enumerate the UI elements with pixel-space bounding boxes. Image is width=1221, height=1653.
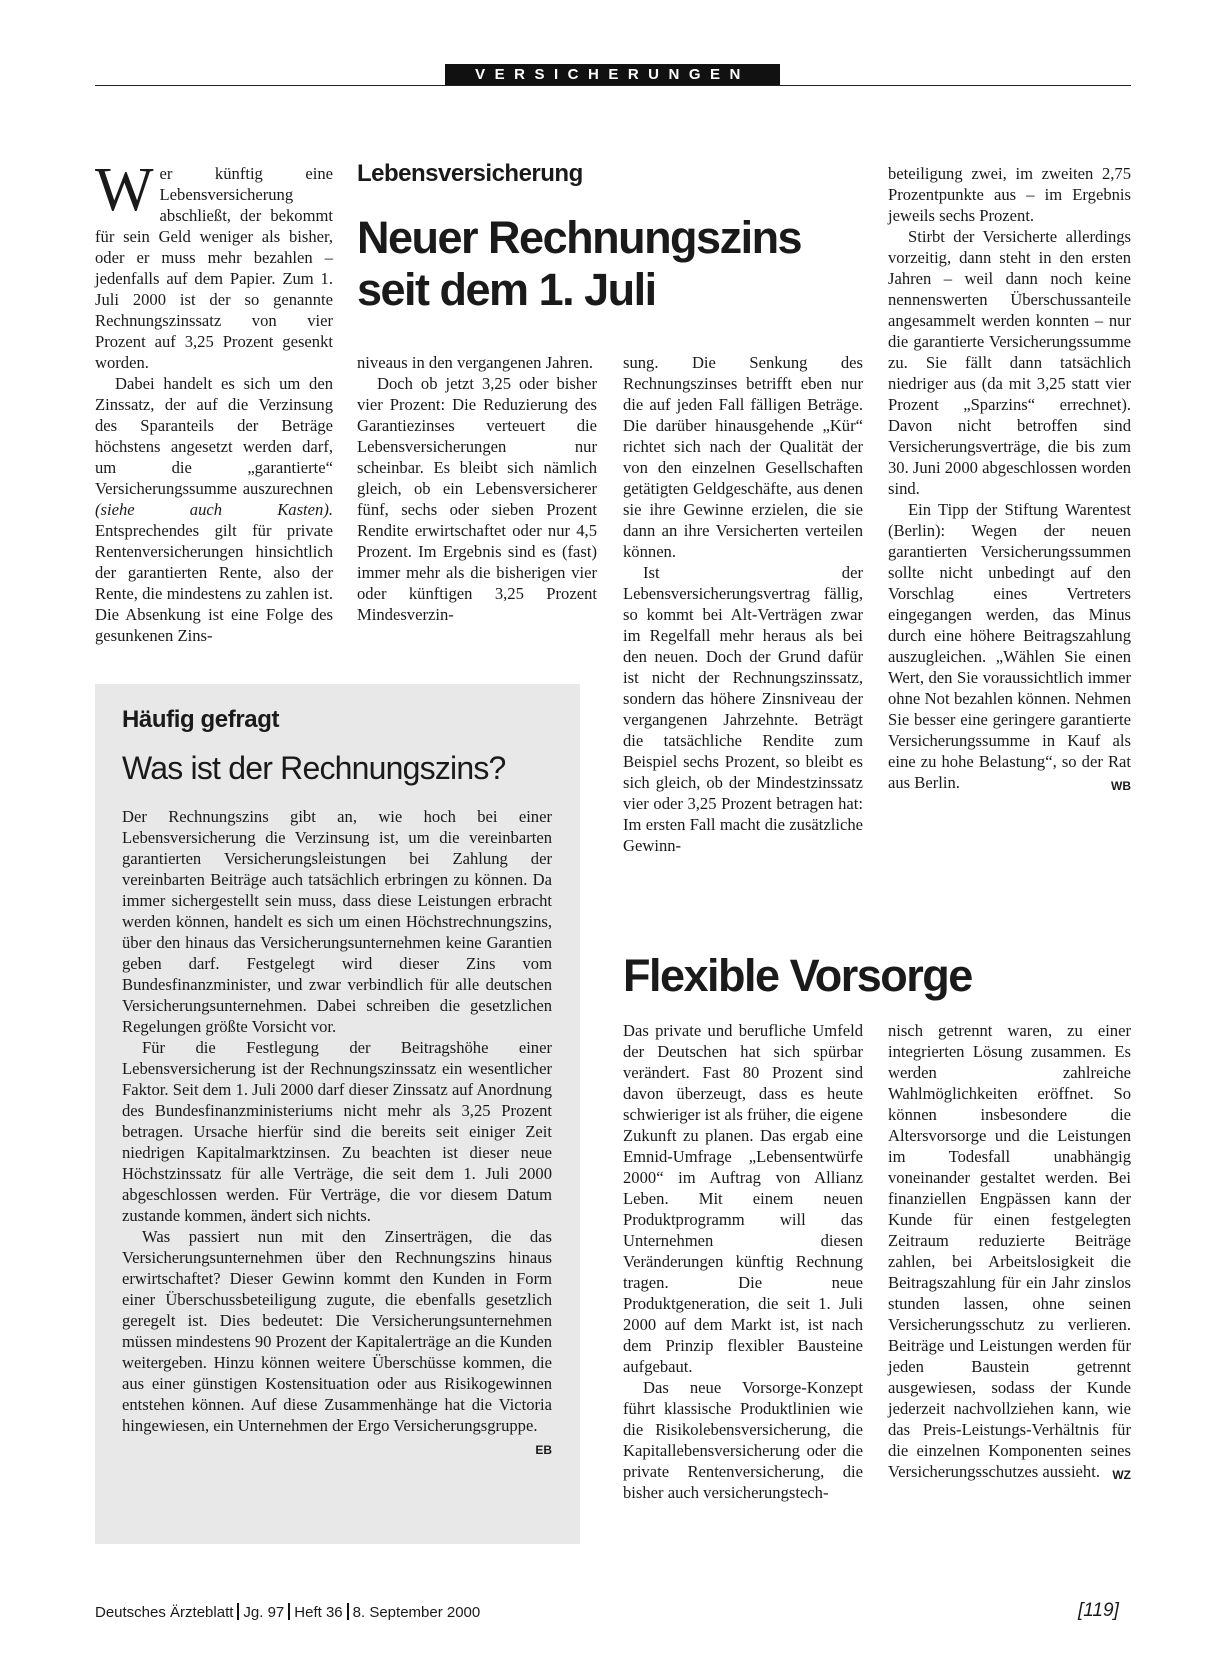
article1-col3-p1: sung. Die Senkung des Rechnungszinses betrifft eben nur die auf jeden Fall fälligen Beträge. Die darüber hinausgehende „Kür“ richtet sich nach der Qualität der von den einzelnen Gesellschaften getätigten Geldgeschäfte, aus denen sie ihre Gewinne erzielen, die sie dann an ihre Versicherten verteilen können. [623, 353, 863, 561]
footer-separator [237, 1603, 239, 1620]
author-signature: WB [1111, 779, 1131, 793]
box-paragraph: Für die Festlegung der Beitragshöhe einer Lebensversicherung ist der Rechnungszinssatz ein wesentlicher Faktor. Seit dem 1. Juli 2000 darf dieser Zinssatz auf Anordnung des Bundesfinanzministeriums nicht mehr als 3,25 Prozent betragen. Ursache hierfür sind die bereits seit einiger Zeit niedrigen Kapitalmarktzinsen. Zu beachten ist dieser neue Höchstzinssatz für alle Verträge, die seit dem 1. Juli 2000 abgeschlossen werden. Für Verträge, die vor diesem Datum zustande kommen, ändert sich nichts. [122, 1038, 552, 1225]
author-signature: EB [535, 1443, 552, 1457]
article2-column-1 [623, 1020, 863, 1503]
journal-name: Deutsches Ärzteblatt [95, 1604, 234, 1621]
article1-col3-p2: Ist der Lebensversicherungsvertrag fällig, so kommt bei Alt-Verträgen zwar im Regelfall mehr heraus als bei den neuen. Doch der Grund dafür ist nicht der Rechnungszinssatz, sondern das höhere Zinsniveau der vergangenen Jahrzehnte. Beträgt die tatsächliche Rendite zum Beispiel sechs Prozent, so bleibt es sich gleich, ob der Mindestzinssatz vier oder 3,25 Prozent betragen hat: Im ersten Fall macht die zusätzliche Gewinn- [623, 563, 863, 855]
volume: Jg. 97 [243, 1604, 285, 1621]
article1-col1-p2 [95, 373, 333, 646]
article2-col1-p2: Das neue Vorsorge-Konzept führt klassische Produktlinien wie die Risikolebensversicherung, die Kapitallebensversicherung oder die private Rentenversicherung, die bisher auch versicherungstech- [623, 1378, 863, 1502]
article2-headline: Flexible Vorsorge [623, 950, 972, 1001]
article1-col1-p2-rest: Entsprechendes gilt für private Rentenversicherungen hinsichtlich der garantierten Rente, also der Rente, die mindestens zu zahlen ist. Die Absenkung ist eine Folge des gesunkenen Zins- [95, 521, 333, 645]
box-kicker: Häufig gefragt [122, 706, 280, 733]
article1-col4-p2: Stirbt der Versicherte allerdings vorzeitig, dann steht in den ersten Jahren – weil dann noch keine nennenswerten Überschussanteile angesammelt werden konnten – nur die garantierte Versicherungssumme zu. Sie fällt dann tatsächlich niedriger aus (da mit 3,25 statt vier Prozent „Sparzins“ errechnet). Davon nicht betroffen sind Versicherungsverträge, die bis zum 30. Juni 2000 abgeschlossen worden sind. [888, 227, 1131, 498]
dropcap: W [95, 156, 154, 224]
issue-date: 8. September 2000 [352, 1604, 481, 1621]
footer [95, 1603, 480, 1621]
page-number: [119] [1078, 1600, 1119, 1621]
cross-reference: (siehe auch Kasten). [95, 500, 333, 519]
box-body [122, 806, 552, 1461]
article1-headline: Neuer Rechnungszins seit dem 1. Juli [357, 212, 802, 315]
box-paragraph: Der Rechnungszins gibt an, wie hoch bei einer Lebensversicherung die Verzinsung ist, um die vereinbarten garantierten Versicherungsleistungen bei Zahlung der vereinbarten Beiträge auch tatsächlich erbringen zu können. Da immer sichergestellt sein muss, dass diese Leistungen erbracht werden können, handelt es sich um einen Höchstrechnungszins, über den hinaus das Versicherungsunternehmen keine Garantien geben darf. Festgelegt wird dieser Zins vom Bundesfinanzminister, und zwar verbindlich für alle deutschen Versicherungsunternehmen. Dabei schreiben die gesetzlichen Regelungen größte Vorsicht vor. [122, 807, 552, 1036]
article1-col1-p1 [95, 156, 333, 373]
box-paragraph [122, 1226, 552, 1457]
article1-column-3 [623, 352, 863, 856]
footer-separator [347, 1603, 349, 1620]
header-rule [95, 85, 1131, 86]
box-title: Was ist der Rechnungszins? [122, 750, 506, 786]
article1-kicker: Lebensversicherung [357, 160, 583, 187]
article1-column-1 [95, 156, 333, 646]
article1-column-4 [888, 163, 1131, 797]
article2-col2-p1-text: nisch getrennt waren, zu einer integrierten Lösung zusammen. Es werden zahlreiche Wahlmöglichkeiten eröffnet. So können insbesondere die Altersvorsorge und die Leistungen im Todesfall unabhängig voneinander gestaltet werden. Bei finanziellen Engpässen kann der Kunde für einen festgelegten Zeitraum reduzierte Beiträge zahlen, bei Arbeitslosigkeit die Beitragszahlung für ein Jahr zinslos stunden lassen, ohne seinen Versicherungsschutz zu verlieren. Beiträge und Leistungen werden für jeden Baustein getrennt ausgewiesen, sodass der Kunde jederzeit nachvollziehen kann, wie das Preis-Leistungs-Verhältnis für die einzelnen Komponenten seines Versicherungsschutzes aussieht. [888, 1021, 1131, 1481]
article1-col1-p2-text: Dabei handelt es sich um den Zinssatz, der auf die Verzinsung des Sparanteils der Beträge höchstens angesetzt werden darf, um die „garantierte“ Versicherungssumme auszurechnen [95, 374, 333, 498]
article1-col4-p1: beteiligung zwei, im zweiten 2,75 Prozentpunkte aus – im Ergebnis jeweils sechs Prozent. [888, 164, 1131, 225]
author-signature: WZ [1112, 1468, 1131, 1482]
article1-col2-p2: Doch ob jetzt 3,25 oder bisher vier Prozent: Die Reduzierung des Garantiezinses verteuert die Lebensversicherungen nur scheinbar. Es bleibt sich nämlich gleich, ob ein Lebensversicherer fünf, sechs oder sieben Prozent Rendite erwirtschaftet oder nur 4,5 Prozent. Im Ergebnis sind es (fast) immer mehr als die bisherigen vier oder künftigen 3,25 Prozent Mindesverzin- [357, 374, 597, 624]
article1-column-2 [357, 352, 597, 625]
issue: Heft 36 [294, 1604, 343, 1621]
article2-col2-p1 [888, 1020, 1131, 1482]
article2-col1-p1: Das private und berufliche Umfeld der Deutschen hat sich spürbar verändert. Fast 80 Prozent sind davon überzeugt, dass es heute schwieriger ist als früher, die eigene Zukunft zu planen. Das ergab eine Emnid-Umfrage „Lebensentwürfe 2000“ im Auftrag von Allianz Leben. Mit einem neuen Produktprogramm will das Unternehmen diesen Veränderungen künftig Rechnung tragen. Die neue Produktgeneration, die seit 1. Juli 2000 auf dem Markt ist, ist nach dem Prinzip flexibler Bausteine aufgebaut. [623, 1021, 863, 1376]
article1-col2-p1: niveaus in den vergangenen Jahren. [357, 353, 594, 372]
box-paragraph-text: Was passiert nun mit den Zinserträgen, die das Versicherungsunternehmen über den Rechnungszins hinaus erwirtschaftet? Dieser Gewinn kommt den Kunden in Form einer Überschussbeteiligung zugute, die ebenfalls gesetzlich geregelt ist. Dies bedeutet: Die Versicherungsunternehmen müssen mindestens 90 Prozent der Kapitalerträge an die Kunden weitergeben. Hinzu können weitere Überschüsse kommen, die aus einer günstigen Kostensituation oder aus Risikogewinnen entstehen können. Auf diese Zusammenhänge hat die Victoria hingewiesen, ein Unternehmen der Ergo Versicherungsgruppe. [122, 1227, 552, 1435]
article1-col4-p3 [888, 499, 1131, 793]
section-tag: VERSICHERUNGEN [445, 64, 780, 85]
article1-col1-p1-text: er künftig eine Lebensversicherung abschließt, der bekommt für sein Geld weniger als bisher, oder er muss mehr bezahlen – jedenfalls auf dem Papier. Zum 1. Juli 2000 ist der so genannte Rechnungszinssatz von vier Prozent auf 3,25 Prozent gesenkt worden. [95, 164, 333, 372]
article1-col4-p3-text: Ein Tipp der Stiftung Warentest (Berlin): Wegen der neuen garantierten Versicherungssummen sollte nicht unbedingt auf den Vorschlag eines Vertreters eingegangen werden, das Minus durch eine höhere Beitragszahlung auszugleichen. „Wählen Sie einen Wert, den Sie voraussichtlich immer ohne Not bezahlen können. Nehmen Sie besser eine geringere garantierte Versicherungssumme in Kauf als eine zu hohe Belastung“, so der Rat aus Berlin. [888, 500, 1131, 792]
article2-column-2 [888, 1020, 1131, 1486]
footer-separator [288, 1603, 290, 1620]
